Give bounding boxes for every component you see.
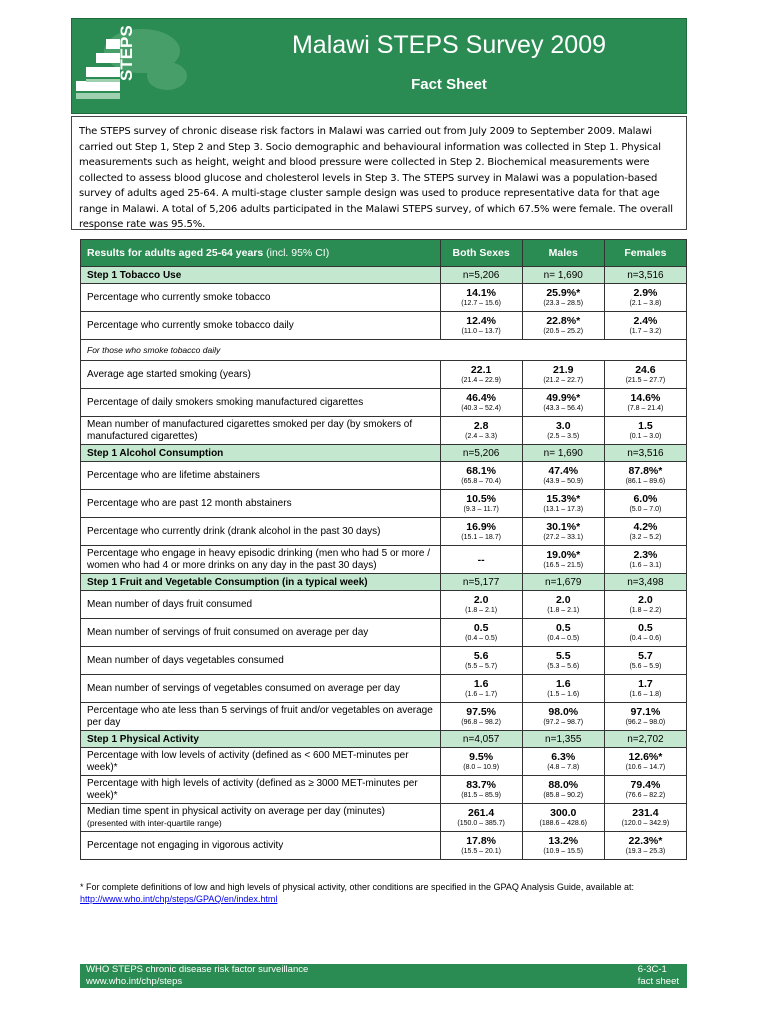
- row-value-cell: [604, 703, 686, 731]
- row-label: [81, 619, 441, 647]
- estimate-value: 22.3%*: [628, 835, 663, 847]
- section-alcohol: [81, 445, 687, 574]
- confidence-interval: (188.6 – 428.6): [539, 820, 587, 827]
- estimate-value: 68.1%: [466, 465, 497, 477]
- section-sample-size: n=3,516: [604, 267, 686, 284]
- table-row: [81, 417, 687, 445]
- header-banner: [71, 18, 687, 114]
- row-label: [81, 284, 441, 312]
- row-value-cell: [604, 591, 686, 619]
- row-value-cell: [440, 748, 522, 776]
- estimate-value: 3.0: [555, 420, 571, 432]
- row-value-cell: [522, 776, 604, 804]
- row-value-cell: [522, 361, 604, 389]
- footnote: [80, 881, 687, 905]
- row-value-cell: [522, 462, 604, 490]
- row-value-cell: [604, 748, 686, 776]
- confidence-interval: (12.7 – 15.6): [461, 300, 501, 307]
- footer-website: www.who.int/chp/steps: [86, 976, 183, 987]
- table-row: [81, 776, 687, 804]
- table-row: [81, 389, 687, 417]
- estimate-value: 22.1: [470, 364, 492, 376]
- row-value-cell: [604, 804, 686, 832]
- row-value-cell: [522, 518, 604, 546]
- row-value-cell: [604, 389, 686, 417]
- row-value-cell: [440, 675, 522, 703]
- estimate-value: 15.3%*: [546, 493, 581, 505]
- estimate-value: 10.5%: [466, 493, 497, 505]
- confidence-interval: (9.3 – 11.7): [463, 506, 499, 513]
- row-value-cell: [440, 361, 522, 389]
- row-value-cell: [522, 748, 604, 776]
- estimate-value: 49.9%*: [546, 392, 581, 404]
- row-value-cell: [522, 312, 604, 340]
- row-value-cell: [522, 703, 604, 731]
- row-label: [81, 417, 441, 445]
- table-row: [81, 832, 687, 860]
- row-label-text: Percentage who are lifetime abstainers: [87, 469, 260, 481]
- confidence-interval: (5.6 – 5.9): [629, 663, 662, 670]
- confidence-interval: (1.5 – 1.6): [547, 691, 580, 698]
- row-value-cell: [522, 675, 604, 703]
- confidence-interval: (16.5 – 21.5): [543, 562, 584, 569]
- footer-bar: [80, 964, 687, 988]
- section-row: [81, 267, 687, 284]
- confidence-interval: (3.2 – 5.2): [629, 534, 662, 541]
- estimate-value: 12.4%: [466, 315, 497, 327]
- confidence-interval: (21.5 – 27.7): [625, 377, 666, 384]
- estimate-value: 0.5: [638, 622, 653, 634]
- estimate-value: 1.6: [473, 678, 489, 690]
- confidence-interval: (1.6 – 1.7): [465, 691, 498, 698]
- estimate-value: 87.8%*: [628, 465, 663, 477]
- row-label-text: Mean number of days fruit consumed: [87, 598, 253, 610]
- confidence-interval: (2.1 – 3.8): [629, 300, 662, 307]
- confidence-interval: (5.3 – 5.6): [547, 663, 580, 670]
- row-value-cell: [604, 462, 686, 490]
- confidence-interval: (120.0 – 342.9): [621, 820, 670, 827]
- row-value-cell: [604, 518, 686, 546]
- row-value-cell: [440, 417, 522, 445]
- row-label-text: Mean number of servings of fruit consumed on average per day: [87, 626, 369, 638]
- confidence-interval: (2.5 – 3.5): [547, 433, 580, 440]
- section-sample-size: n=1,355: [522, 731, 604, 748]
- table-row: [81, 312, 687, 340]
- section-sample-size: n=3,498: [604, 574, 686, 591]
- confidence-interval: (0.4 – 0.5): [465, 635, 498, 642]
- row-label-text: Mean number of manufactured cigarettes smoked per day (by smokers of manufactured cigarettes): [87, 419, 413, 442]
- row-value-cell: [522, 804, 604, 832]
- page-subtitle: Fact Sheet: [411, 76, 487, 93]
- confidence-interval: (81.5 – 85.9): [461, 792, 501, 799]
- confidence-interval: (1.6 – 1.8): [629, 691, 662, 698]
- header-results-label: [81, 240, 441, 267]
- section-sample-size: n= 1,690: [522, 267, 604, 284]
- estimate-value: 47.4%: [548, 465, 579, 477]
- row-value-cell: [522, 546, 604, 574]
- estimate-value: 0.5: [473, 622, 489, 634]
- confidence-interval: (15.1 – 18.7): [461, 534, 501, 541]
- row-value-cell: [522, 284, 604, 312]
- confidence-interval: (86.1 – 89.6): [625, 478, 666, 485]
- confidence-interval: (19.3 – 25.3): [625, 848, 666, 855]
- row-value-cell: [440, 832, 522, 860]
- row-value-cell: [522, 389, 604, 417]
- section-sample-size: n=3,516: [604, 445, 686, 462]
- row-label: [81, 703, 441, 731]
- row-value-cell: [440, 462, 522, 490]
- table-row: [81, 284, 687, 312]
- header-males: Males: [522, 240, 604, 267]
- confidence-interval: (0.4 – 0.5): [547, 635, 580, 642]
- footer-surveillance-text: WHO STEPS chronic disease risk factor surveillance: [86, 964, 309, 975]
- section-sample-size: n=5,206: [440, 267, 522, 284]
- table-row: [81, 361, 687, 389]
- confidence-interval: (13.1 – 17.3): [543, 506, 584, 513]
- row-value-cell: [522, 591, 604, 619]
- subgroup-note: For those who smoke tobacco daily: [81, 340, 687, 361]
- estimate-value: 16.9%: [466, 521, 497, 533]
- section-row: [81, 731, 687, 748]
- row-value-cell: [440, 490, 522, 518]
- results-table: [80, 239, 687, 860]
- table-row: [81, 804, 687, 832]
- row-label: [81, 462, 441, 490]
- section-row: [81, 445, 687, 462]
- confidence-interval: (21.2 – 22.7): [543, 377, 584, 384]
- section-sample-size: n=4,057: [440, 731, 522, 748]
- estimate-value: 21.9: [553, 364, 574, 376]
- row-value-cell: [440, 647, 522, 675]
- estimate-value: 2.3%: [633, 549, 658, 561]
- footnote-text: * For complete definitions of low and high levels of physical activity, other conditions are specified in the GPAQ Analysis Guide, available at:: [80, 882, 634, 892]
- estimate-value: 13.2%: [548, 835, 579, 847]
- row-value-cell: [604, 647, 686, 675]
- confidence-interval: (8.0 – 10.9): [463, 764, 500, 771]
- section-sample-size: n=5,177: [440, 574, 522, 591]
- row-label: [81, 312, 441, 340]
- confidence-interval: (5.5 – 5.7): [465, 663, 498, 670]
- row-label-text: Mean number of servings of vegetables consumed on average per day: [87, 682, 400, 694]
- section-fruit-veg: [81, 574, 687, 731]
- section-row: [81, 574, 687, 591]
- confidence-interval: (40.3 – 52.4): [461, 405, 501, 412]
- estimate-value: 30.1%*: [546, 521, 581, 533]
- confidence-interval: (150.0 – 385.7): [457, 820, 505, 827]
- table-row: [81, 546, 687, 574]
- row-label: [81, 832, 441, 860]
- row-label-text: Percentage of daily smokers smoking manufactured cigarettes: [87, 396, 364, 408]
- row-value-cell: [440, 518, 522, 546]
- confidence-interval: (97.2 – 98.7): [543, 719, 584, 726]
- table-row: [81, 518, 687, 546]
- estimate-value: 5.6: [473, 650, 489, 662]
- row-label-text: Percentage with low levels of activity (defined as < 600 MET-minutes per week)*: [87, 750, 409, 773]
- row-label: [81, 591, 441, 619]
- estimate-value: 97.5%: [466, 706, 497, 718]
- confidence-interval: (65.8 – 70.4): [461, 478, 501, 485]
- row-value-cell: [440, 776, 522, 804]
- row-value-cell: [522, 832, 604, 860]
- confidence-interval: (43.9 – 50.9): [543, 478, 584, 485]
- confidence-interval: (11.0 – 13.7): [461, 328, 501, 335]
- gpaq-guide-link[interactable]: http://www.who.int/chp/steps/GPAQ/en/index.html: [80, 894, 278, 904]
- row-label: [81, 389, 441, 417]
- estimate-value: 14.1%: [466, 287, 497, 299]
- row-label-text: Percentage who ate less than 5 servings of fruit and/or vegetables on average per day: [87, 705, 433, 728]
- table-row: [81, 490, 687, 518]
- row-label-text: Percentage who currently smoke tobacco daily: [87, 319, 294, 331]
- confidence-interval: (96.8 – 98.2): [461, 719, 501, 726]
- section-tobacco: [81, 267, 687, 445]
- header-both-sexes: Both Sexes: [440, 240, 522, 267]
- section-sample-size: n=1,679: [522, 574, 604, 591]
- row-label: [81, 675, 441, 703]
- estimate-value: 2.9%: [633, 287, 658, 299]
- confidence-interval: (5.0 – 7.0): [629, 506, 662, 513]
- estimate-value: 24.6: [635, 364, 656, 376]
- table-row: [81, 462, 687, 490]
- header-ci-text: (incl. 95% CI): [266, 247, 330, 259]
- estimate-value: 4.2%: [633, 521, 658, 533]
- estimate-value: 83.7%: [466, 779, 497, 791]
- row-value-cell: [522, 417, 604, 445]
- row-value-cell: [604, 490, 686, 518]
- estimate-value: 2.0: [638, 594, 653, 606]
- estimate-value: 6.3%: [551, 751, 576, 763]
- section-title: Step 1 Alcohol Consumption: [81, 445, 441, 462]
- row-value-cell: [440, 619, 522, 647]
- confidence-interval: (1.6 – 3.1): [629, 562, 662, 569]
- confidence-interval: (20.5 – 25.2): [543, 328, 584, 335]
- row-label-text: Percentage who are past 12 month abstainers: [87, 497, 292, 509]
- logo-text: STEPS: [117, 25, 136, 81]
- confidence-interval: (0.4 – 0.6): [629, 635, 662, 642]
- row-label-text: Median time spent in physical activity on average per day (minutes): [87, 806, 385, 817]
- estimate-value: 1.6: [555, 678, 571, 690]
- estimate-value: 25.9%*: [546, 287, 581, 299]
- row-label-note: (presented with inter-quartile range): [87, 817, 222, 828]
- estimate-value: 88.0%: [548, 779, 579, 791]
- estimate-value: 1.5: [638, 420, 653, 432]
- confidence-interval: (23.3 – 28.5): [543, 300, 584, 307]
- section-title: Step 1 Tobacco Use: [81, 267, 441, 284]
- table-row: [81, 619, 687, 647]
- estimate-value: 79.4%: [630, 779, 661, 791]
- estimate-value: 14.6%: [630, 392, 661, 404]
- page-title: Malawi STEPS Survey 2009: [291, 31, 607, 59]
- row-value-cell: [604, 546, 686, 574]
- row-label-text: Average age started smoking (years): [87, 368, 251, 380]
- steps-logo: [72, 21, 194, 111]
- confidence-interval: (21.4 – 22.9): [461, 377, 501, 384]
- row-label: [81, 647, 441, 675]
- row-value-cell: [604, 675, 686, 703]
- footer-right: [638, 964, 679, 988]
- confidence-interval: (1.8 – 2.2): [629, 607, 662, 614]
- confidence-interval: (0.1 – 3.0): [629, 433, 662, 440]
- confidence-interval: (10.6 – 14.7): [625, 764, 666, 771]
- row-label: [81, 518, 441, 546]
- estimate-value: 0.5: [555, 622, 571, 634]
- row-value-cell: [440, 804, 522, 832]
- confidence-interval: (27.2 – 33.1): [543, 534, 584, 541]
- table-row: [81, 703, 687, 731]
- estimate-value: 2.4%: [633, 315, 658, 327]
- confidence-interval: (7.8 – 21.4): [627, 405, 664, 412]
- table-row: [81, 591, 687, 619]
- row-label: [81, 804, 441, 832]
- estimate-value: 2.8: [473, 420, 489, 432]
- row-label: [81, 748, 441, 776]
- row-label-text: Percentage who currently smoke tobacco: [87, 291, 271, 303]
- row-value-cell: [604, 312, 686, 340]
- header-females: Females: [604, 240, 686, 267]
- confidence-interval: (43.3 – 56.4): [543, 405, 584, 412]
- confidence-interval: (1.8 – 2.1): [547, 607, 580, 614]
- row-value-cell: [604, 832, 686, 860]
- section-title: Step 1 Physical Activity: [81, 731, 441, 748]
- row-label: [81, 776, 441, 804]
- row-value-cell: [440, 284, 522, 312]
- confidence-interval: (10.9 – 15.5): [543, 848, 584, 855]
- estimate-value: 261.4: [468, 807, 495, 819]
- confidence-interval: (96.2 – 98.0): [625, 719, 666, 726]
- row-label-text: Percentage with high levels of activity (defined as ≥ 3000 MET-minutes per week)*: [87, 778, 418, 801]
- estimate-value: 46.4%: [466, 392, 497, 404]
- estimate-value: 17.8%: [466, 835, 497, 847]
- estimate-value: 231.4: [632, 807, 659, 819]
- confidence-interval: (1.8 – 2.1): [465, 607, 498, 614]
- row-label-text: Percentage who currently drink (drank alcohol in the past 30 days): [87, 525, 381, 537]
- confidence-interval: (4.8 – 7.8): [547, 764, 580, 771]
- row-value-cell: [440, 703, 522, 731]
- footer-code: 6-3C-1: [637, 964, 667, 975]
- row-value-cell: [522, 490, 604, 518]
- estimate-value: --: [477, 553, 485, 566]
- row-value-cell: [440, 591, 522, 619]
- footer-left: [86, 964, 308, 988]
- row-value-cell: [604, 619, 686, 647]
- header-label-text: Results for adults aged 25-64 years: [87, 247, 264, 259]
- row-label: [81, 361, 441, 389]
- row-value-cell: [604, 284, 686, 312]
- estimate-value: 22.8%*: [546, 315, 581, 327]
- estimate-value: 6.0%: [633, 493, 658, 505]
- estimate-value: 300.0: [550, 807, 577, 819]
- section-sample-size: n= 1,690: [522, 445, 604, 462]
- intro-paragraph: The STEPS survey of chronic disease risk factors in Malawi was carried out from July 2009 to September 2009. Malawi carried out Step 1, Step 2 and Step 3. Socio demographic and behavioural information was collected in Step 1. Physical measurements such as height, weight and blood pressure were collected in Step 2. Biochemical measurements were collected to assess blood glucose and cholesterol levels in Step 3. The STEPS survey in Malawi was a population-based survey of adults aged 25-64. A multi-stage cluster sample design was used to produce representative data for that age range in Malawi. A total of 5,206 adults participated in the Malawi STEPS survey, of which 67.5% were female. The overall response rate was 95.5%.: [71, 116, 687, 230]
- estimate-value: 9.5%: [469, 751, 494, 763]
- row-value-cell: [440, 546, 522, 574]
- estimate-value: 5.5: [555, 650, 571, 662]
- confidence-interval: (85.8 – 90.2): [543, 792, 584, 799]
- estimate-value: 5.7: [638, 650, 653, 662]
- row-label-text: Percentage not engaging in vigorous activity: [87, 839, 284, 851]
- section-physical-activity: [81, 731, 687, 860]
- estimate-value: 2.0: [555, 594, 571, 606]
- table-row: [81, 675, 687, 703]
- confidence-interval: (15.5 – 20.1): [461, 848, 501, 855]
- estimate-value: 1.7: [638, 678, 653, 690]
- estimate-value: 12.6%*: [628, 751, 663, 763]
- row-label: [81, 490, 441, 518]
- row-value-cell: [522, 647, 604, 675]
- estimate-value: 97.1%: [630, 706, 661, 718]
- row-value-cell: [440, 389, 522, 417]
- section-sample-size: n=2,702: [604, 731, 686, 748]
- section-sample-size: n=5,206: [440, 445, 522, 462]
- table-row: [81, 748, 687, 776]
- row-label-text: Percentage who engage in heavy episodic drinking (men who had 5 or more / women who had 4 or more drinks on any day in the past 30 days): [87, 548, 430, 571]
- subgroup-note-row: [81, 340, 687, 361]
- row-value-cell: [604, 417, 686, 445]
- footer-label: fact sheet: [637, 976, 679, 987]
- confidence-interval: (1.7 – 3.2): [629, 328, 662, 335]
- estimate-value: 2.0: [473, 594, 489, 606]
- table-header-row: [81, 240, 687, 267]
- table-row: [81, 647, 687, 675]
- confidence-interval: (76.6 – 82.2): [625, 792, 666, 799]
- row-value-cell: [440, 312, 522, 340]
- row-value-cell: [604, 776, 686, 804]
- row-label-text: Mean number of days vegetables consumed: [87, 654, 284, 666]
- row-label: [81, 546, 441, 574]
- section-title: Step 1 Fruit and Vegetable Consumption (in a typical week): [81, 574, 441, 591]
- row-value-cell: [604, 361, 686, 389]
- confidence-interval: (2.4 – 3.3): [465, 433, 498, 440]
- row-value-cell: [522, 619, 604, 647]
- estimate-value: 19.0%*: [546, 549, 581, 561]
- estimate-value: 98.0%: [548, 706, 579, 718]
